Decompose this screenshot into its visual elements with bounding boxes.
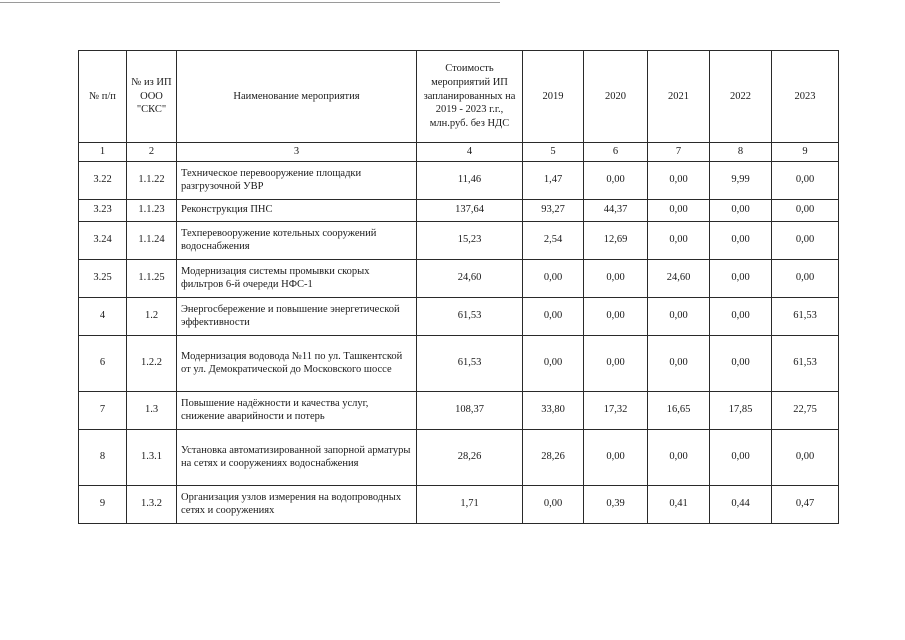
row-2020: 17,32 [584, 391, 648, 429]
column-number-row [79, 143, 839, 162]
row-2023: 0,00 [772, 161, 839, 199]
row-2023: 0,00 [772, 199, 839, 221]
row-cost: 11,46 [417, 161, 523, 199]
row-2023: 0,00 [772, 259, 839, 297]
row-name: Модернизация водовода №11 по ул. Ташкентской от ул. Демократической до Московского шоссе [177, 335, 417, 391]
row-no: 3.25 [79, 259, 127, 297]
column-number: 9 [772, 143, 839, 162]
row-cost: 1,71 [417, 485, 523, 523]
table-row [79, 485, 839, 523]
row-no: 7 [79, 391, 127, 429]
row-ip: 1.1.22 [127, 161, 177, 199]
header-cell-2022: 2022 [710, 51, 772, 143]
row-no: 9 [79, 485, 127, 523]
column-number: 2 [127, 143, 177, 162]
row-2020: 0,00 [584, 297, 648, 335]
row-2019: 33,80 [523, 391, 584, 429]
row-cost: 108,37 [417, 391, 523, 429]
row-2019: 0,00 [523, 259, 584, 297]
row-name: Установка автоматизированной запорной арматуры на сетях и сооружениях водоснабжения [177, 429, 417, 485]
row-no: 3.22 [79, 161, 127, 199]
row-2023: 0,00 [772, 221, 839, 259]
row-cost: 61,53 [417, 297, 523, 335]
row-name: Техническое перевооружение площадки разгрузочной УВР [177, 161, 417, 199]
row-name: Модернизация системы промывки скорых фильтров 6-й очереди НФС-1 [177, 259, 417, 297]
header-cell-cost: Стоимость мероприятий ИП запланированных на 2019 - 2023 г.г., млн.руб. без НДС [417, 51, 523, 143]
column-number: 4 [417, 143, 523, 162]
row-2021: 0,41 [648, 485, 710, 523]
row-2019: 93,27 [523, 199, 584, 221]
header-cell-2019: 2019 [523, 51, 584, 143]
row-2022: 0,00 [710, 429, 772, 485]
column-number: 8 [710, 143, 772, 162]
investment-program-table [78, 50, 839, 524]
header-cell-2021: 2021 [648, 51, 710, 143]
row-name: Энергосбережение и повышение энергетической эффективности [177, 297, 417, 335]
row-ip: 1.3.2 [127, 485, 177, 523]
row-cost: 24,60 [417, 259, 523, 297]
row-2020: 0,39 [584, 485, 648, 523]
row-2020: 44,37 [584, 199, 648, 221]
header-cell-no: № п/п [79, 51, 127, 143]
row-2023: 61,53 [772, 335, 839, 391]
row-ip: 1.1.23 [127, 199, 177, 221]
row-no: 8 [79, 429, 127, 485]
row-cost: 137,64 [417, 199, 523, 221]
row-2022: 0,00 [710, 335, 772, 391]
row-2021: 0,00 [648, 161, 710, 199]
header-cell-name: Наименование мероприятия [177, 51, 417, 143]
row-no: 4 [79, 297, 127, 335]
row-ip: 1.2 [127, 297, 177, 335]
row-2021: 0,00 [648, 199, 710, 221]
row-cost: 28,26 [417, 429, 523, 485]
header-cell-ip: № из ИП ООО "СКС" [127, 51, 177, 143]
row-2020: 0,00 [584, 429, 648, 485]
row-2020: 0,00 [584, 335, 648, 391]
table-row [79, 335, 839, 391]
row-2021: 0,00 [648, 297, 710, 335]
row-name: Реконструкция ПНС [177, 199, 417, 221]
row-ip: 1.3.1 [127, 429, 177, 485]
row-2022: 0,00 [710, 199, 772, 221]
row-2020: 12,69 [584, 221, 648, 259]
row-name: Организация узлов измерения на водопроводных сетях и сооружениях [177, 485, 417, 523]
row-ip: 1.1.25 [127, 259, 177, 297]
row-2019: 1,47 [523, 161, 584, 199]
row-2022: 0,00 [710, 259, 772, 297]
row-2022: 9,99 [710, 161, 772, 199]
row-name: Повышение надёжности и качества услуг, снижение аварийности и потерь [177, 391, 417, 429]
column-number: 3 [177, 143, 417, 162]
row-name: Техперевооружение котельных сооружений водоснабжения [177, 221, 417, 259]
row-2019: 0,00 [523, 297, 584, 335]
row-no: 3.24 [79, 221, 127, 259]
column-number: 5 [523, 143, 584, 162]
row-2023: 0,00 [772, 429, 839, 485]
page-top-rule [0, 2, 500, 3]
table-row [79, 429, 839, 485]
row-no: 6 [79, 335, 127, 391]
row-ip: 1.2.2 [127, 335, 177, 391]
row-2021: 0,00 [648, 221, 710, 259]
row-ip: 1.3 [127, 391, 177, 429]
header-cell-2023: 2023 [772, 51, 839, 143]
row-2021: 0,00 [648, 335, 710, 391]
row-2023: 61,53 [772, 297, 839, 335]
table-row [79, 391, 839, 429]
row-2019: 0,00 [523, 335, 584, 391]
row-2020: 0,00 [584, 259, 648, 297]
row-2019: 0,00 [523, 485, 584, 523]
table-row [79, 221, 839, 259]
table-row [79, 161, 839, 199]
row-2019: 2,54 [523, 221, 584, 259]
row-2021: 24,60 [648, 259, 710, 297]
row-2019: 28,26 [523, 429, 584, 485]
row-2022: 0,44 [710, 485, 772, 523]
row-ip: 1.1.24 [127, 221, 177, 259]
table-row [79, 297, 839, 335]
table-row [79, 199, 839, 221]
row-2022: 17,85 [710, 391, 772, 429]
row-no: 3.23 [79, 199, 127, 221]
row-cost: 61,53 [417, 335, 523, 391]
row-2022: 0,00 [710, 297, 772, 335]
row-2021: 16,65 [648, 391, 710, 429]
column-number: 6 [584, 143, 648, 162]
column-number: 1 [79, 143, 127, 162]
row-cost: 15,23 [417, 221, 523, 259]
row-2023: 0,47 [772, 485, 839, 523]
table-row [79, 259, 839, 297]
header-cell-2020: 2020 [584, 51, 648, 143]
column-number: 7 [648, 143, 710, 162]
row-2021: 0,00 [648, 429, 710, 485]
row-2022: 0,00 [710, 221, 772, 259]
row-2023: 22,75 [772, 391, 839, 429]
header-row [79, 51, 839, 143]
row-2020: 0,00 [584, 161, 648, 199]
